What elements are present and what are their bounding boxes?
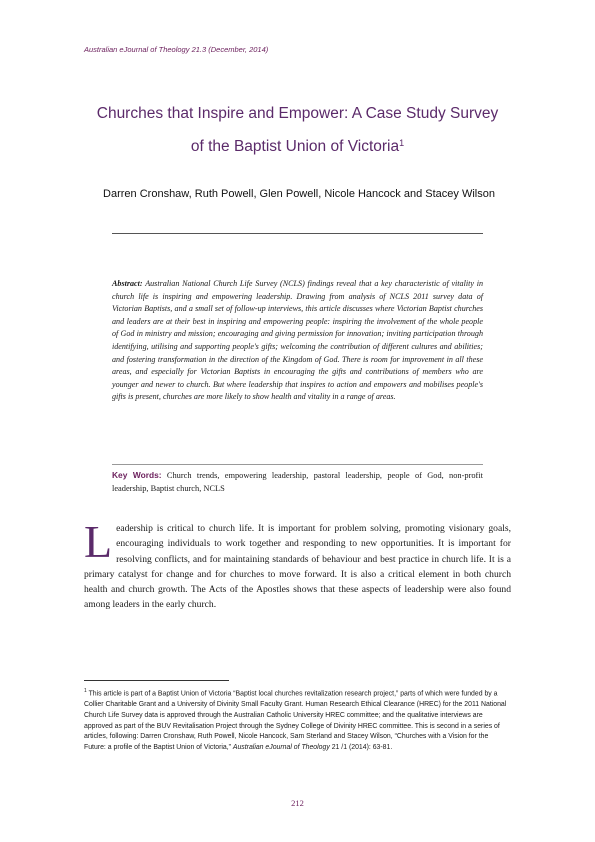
body-text: eadership is critical to church life. It is important for problem solving, promoting visionary goals, encouraging individuals to work together and responding to new opportunities. It is important for resolving conflicts, and for maintaining standards of behaviour and best practice in church life. It is a primary catalyst for change and for churches to move forward. It is also a critical element in both church health and church growth. The Acts of the Apostles shows that these aspects of leadership were also found among leaders in the early church. <box>84 523 511 611</box>
drop-cap: L <box>84 516 113 567</box>
abstract-label: Abstract: <box>112 279 143 288</box>
authors: Darren Cronshaw, Ruth Powell, Glen Powell, Nicole Hancock and Stacey Wilson <box>103 188 495 200</box>
footnote <box>84 686 511 754</box>
journal-header: Australian eJournal of Theology 21.3 (December, 2014) <box>84 45 269 54</box>
footnote-tail: 21 /1 (2014): 63-81. <box>331 744 393 752</box>
keywords-divider <box>112 464 483 465</box>
keywords-text: Church trends, empowering leadership, pastoral leadership, people of God, non-profit leadership, Baptist church, NCLS <box>112 471 484 493</box>
footnote-text: This article is part of a Baptist Union of Victoria “Baptist local churches revitalization research project,” parts of which were funded by a Collier Charitable Grant and a University of Divinity Small Faculty Grant. Human Research Ethical Clearance (HREC) for the 2011 National Church Life Survey data is approved through the Australian Catholic University HREC committee; and the qualitative interviews are approved as part of the BUV Revitalisation Project through the Sydney College of Divinity HREC committee. This is second in a series of articles, following: Darren Cronshaw, Ruth Powell, Nicole Hancock, Sam Sterland and Stacey Wilson, “Churches with a Vision for the Future: a profile of the Baptist Union of Victoria,” <box>84 690 507 752</box>
article-title-line1: Churches that Inspire and Empower: A Case Study Survey <box>96 105 499 122</box>
abstract-text: Australian National Church Life Survey (NCLS) findings reveal that a key characteristic of vitality in church life is inspiring and empowering leadership. Drawing from analysis of NCLS 2011 survey data of Victorian Baptists, and a small set of follow-up interviews, this article discusses where Victorian Baptist churches and leaders are at their best in inspiring and empowering people: inspiring the involvement of the whole people of God in ministry and mission; encouraging and giving permission for innovation; inviting participation through identifying, utilising and supporting people's gifts; welcoming the contribution of different cultures and abilities; and fostering transformation in the direction of the Kingdom of God. There is room for improvement in all these areas, and especially for Victorian Baptists in encouraging the gifts and contributions of members who are younger and newer to church. But where leadership that inspires to action and empowers and mobilises people's gifts is present, churches are more likely to show health and vitality in a range of areas. <box>112 279 483 402</box>
body-paragraph <box>84 516 511 613</box>
footnote-mark: 1 <box>84 688 87 694</box>
divider <box>112 233 483 234</box>
keywords <box>112 469 483 495</box>
article-title-line2 <box>70 139 525 155</box>
footnote-divider <box>84 680 229 681</box>
footnote-journal: Australian eJournal of Theology <box>232 744 330 752</box>
abstract <box>112 278 483 404</box>
article-title-line2-text: of the Baptist Union of Victoria <box>190 138 400 155</box>
page-number: 212 <box>291 798 304 808</box>
keywords-label: Key Words: <box>112 470 162 480</box>
title-footnote-mark[interactable]: 1 <box>399 138 405 148</box>
